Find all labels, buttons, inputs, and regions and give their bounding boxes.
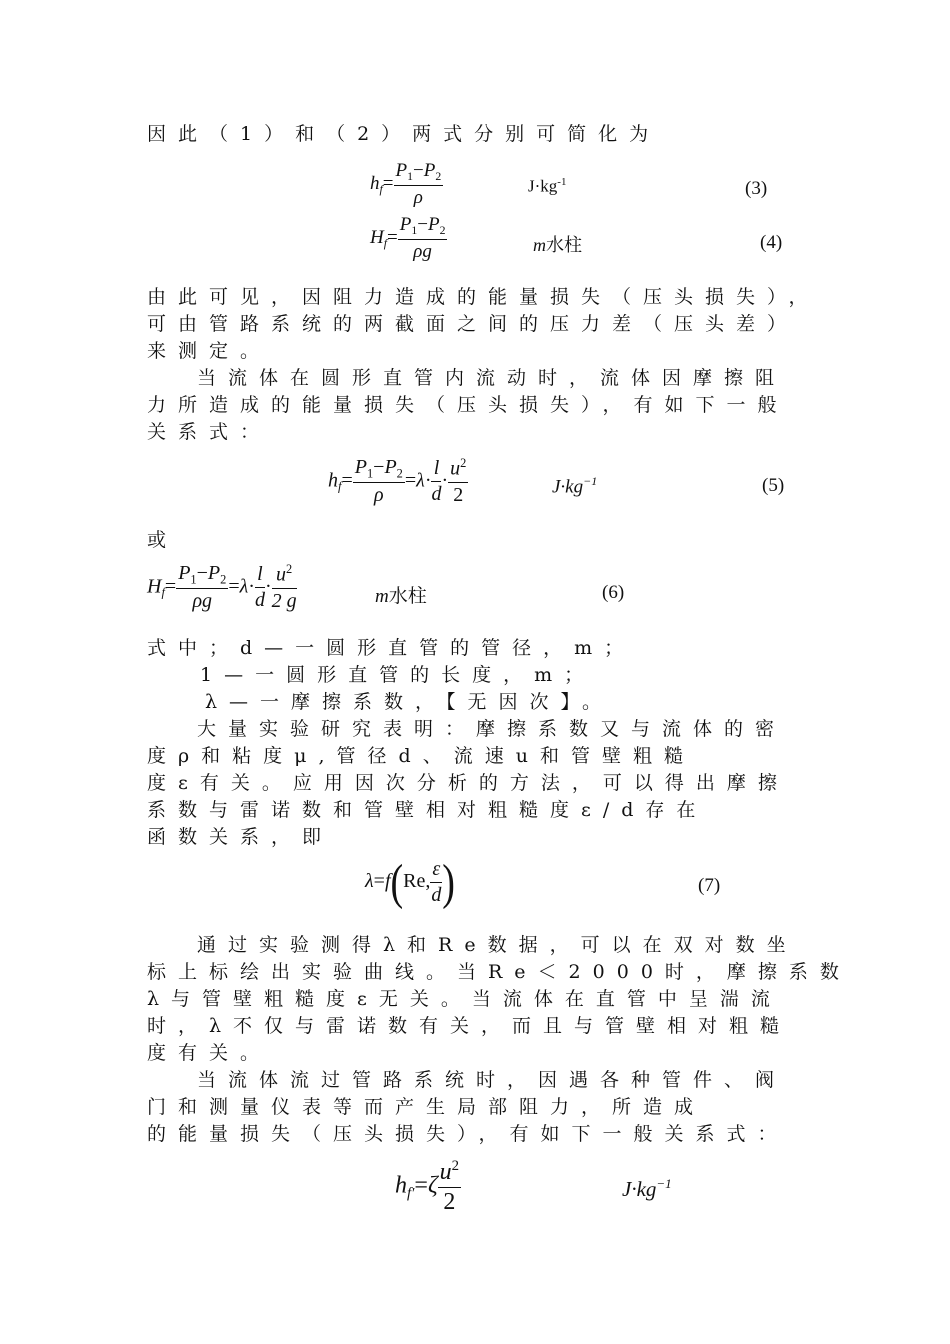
text-line: 的能量损失（压头损失），有如下一般关系式： [147,1123,789,1145]
text-line: 当流体流过管路系统时，因遇各种管件、阀 [197,1069,787,1091]
equation-number: (6) [602,582,625,603]
equation-number: (5) [762,475,785,496]
text-line: 门和测量仪表等而产生局部阻力，所造成 [147,1096,706,1118]
equation-6: $H_f=$ $\frac{P_1-P_2}{\rho g}$ =λ· $\frac{l}{d}$ · $\frac{u^2}{2 g}$ [147,562,297,613]
unit-j-per-kg: $J\cdot kg^{-1}$ [622,1176,672,1201]
unit-m-water-column: m水柱 [375,585,427,607]
unit-j-per-kg: $J\cdot kg^{-1}$ [552,474,598,498]
equation-5: $h_f=$ $\frac{P_1-P_2}{\rho}$ =λ· $\frac{l}{d}$ · $\frac{u^2}{2}$ [328,456,467,507]
text-line: 时，λ不仅与雷诺数有关，而且与管壁相对粗糙 [147,1015,792,1037]
equation-number: (3) [745,178,768,199]
text-line: 式中；d—一圆形直管的管径，m； [147,637,636,659]
unit-m-water-column: m水柱 [533,235,582,256]
text-line: 度ε有关。应用因次分析的方法，可以得出摩擦 [147,772,789,794]
text-line: 或 [147,529,179,551]
text-line: 标上标绘出实验曲线。当Re＜2000时，摩擦系数 [147,961,851,983]
text-line: 度ρ和粘度μ,管径d、流速u和管壁粗糙 [147,745,695,767]
unit-j-per-kg: $J\cdot kg^{-1}$ [528,176,567,196]
text-line: 可由管路系统的两截面之间的压力差（压头差） [147,313,799,335]
text-line: 因此（1）和（2）两式分别可简化为 [147,123,661,145]
text-line: 1—一圆形直管的长度，m； [200,664,596,686]
text-line: 函数关系，即 [147,826,334,848]
equation-4: $H_f=$ $\frac{P_1-P_2}{\rho g}$ [370,214,446,263]
equation-local-loss: $h_{f'}=\zeta$ $\frac{u^2}{2}$ [395,1158,460,1215]
text-line: 来测定。 [147,340,272,362]
equation-3: $h_f=$ $\frac{P_1-P_2}{\rho}$ [370,160,442,209]
text-line: 大量实验研究表明：摩擦系数又与流体的密 [197,718,787,740]
text-line: λ—一摩擦系数，【无因次】。 [205,691,614,713]
text-line: 系数与雷诺数和管壁相对粗糙度ε/d存在 [147,799,708,821]
equation-7: λ=f(Re, $\frac{\varepsilon}{d}$ ) [365,855,455,910]
text-line: 由此可见，因阻力造成的能量损失（压头损失）， [147,286,820,308]
equation-number: (4) [760,232,783,253]
text-line: 通过实验测得λ和Re数据，可以在双对数坐 [197,934,798,956]
text-line: 力所造成的能量损失（压头损失），有如下一般 [147,394,789,416]
text-line: 当流体在圆形直管内流动时，流体因摩擦阻 [197,367,787,389]
equation-number: (7) [698,875,721,896]
text-line: 度有关。 [147,1042,272,1064]
text-line: 关系式： [147,421,272,443]
text-line: λ与管壁粗糙度ε无关。当流体在直管中呈湍流 [147,988,782,1010]
